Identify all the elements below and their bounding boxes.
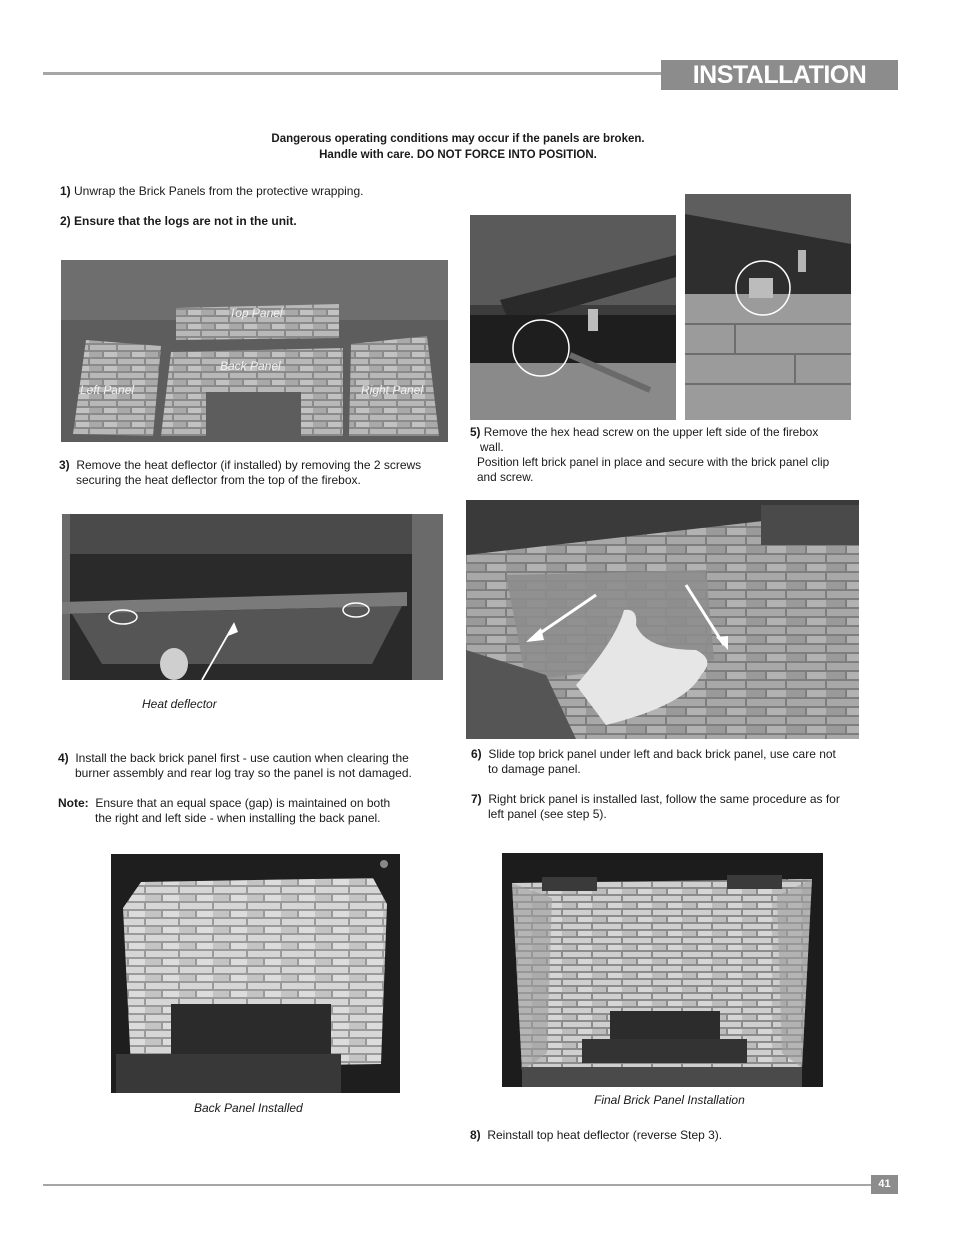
brick-clip-image bbox=[685, 194, 851, 420]
label-right-panel: Right Panel bbox=[361, 383, 424, 397]
step-5-line-3: Position left brick panel in place and secure with the brick panel clip bbox=[477, 455, 830, 469]
step-5-line-1: Remove the hex head screw on the upper left side of the firebox bbox=[483, 425, 819, 439]
note-line-1: Ensure that an equal space (gap) is maintained on both bbox=[95, 796, 391, 810]
step-5-line-2: wall. bbox=[480, 440, 504, 454]
step-7-line-2: left panel (see step 5). bbox=[488, 807, 607, 821]
caption-back-panel-installed: Back Panel Installed bbox=[194, 1101, 303, 1115]
step-5 bbox=[470, 425, 890, 485]
caption-heat-deflector: Heat deflector bbox=[142, 697, 217, 711]
photo-heat-deflector bbox=[62, 514, 443, 680]
label-top-panel: Top Panel bbox=[229, 306, 283, 320]
header-rule bbox=[43, 72, 661, 75]
brick-panels-image bbox=[61, 260, 448, 442]
note bbox=[58, 796, 458, 826]
note-line-2: the right and left side - when installing the back panel. bbox=[95, 811, 381, 825]
step-1-text: Unwrap the Brick Panels from the protective wrapping. bbox=[74, 184, 364, 198]
back-panel-installed-image bbox=[111, 854, 400, 1093]
step-4-line-1: Install the back brick panel first - use caution when clearing the bbox=[75, 751, 409, 765]
photo-brick-clip bbox=[685, 194, 851, 420]
step-6-line-1: Slide top brick panel under left and back brick panel, use care not bbox=[488, 747, 836, 761]
step-5-line-4: and screw. bbox=[477, 470, 534, 484]
step-1 bbox=[60, 184, 460, 199]
page-number: 41 bbox=[871, 1175, 898, 1194]
step-6 bbox=[471, 747, 891, 777]
step-3-line-1: Remove the heat deflector (if installed) by removing the 2 screws bbox=[76, 458, 422, 472]
photo-back-panel-installed bbox=[111, 854, 400, 1093]
section-title: INSTALLATION bbox=[661, 60, 898, 90]
heat-deflector-image bbox=[62, 514, 443, 680]
step-4-line-2: burner assembly and rear log tray so the panel is not damaged. bbox=[75, 766, 412, 780]
step-8-text: Reinstall top heat deflector (reverse Step 3). bbox=[487, 1128, 723, 1142]
step-7-number: 7) bbox=[471, 792, 482, 806]
step-3-line-2: securing the heat deflector from the top of the firebox. bbox=[76, 473, 361, 487]
caption-final-installation: Final Brick Panel Installation bbox=[594, 1093, 745, 1107]
step-3-number: 3) bbox=[59, 458, 70, 472]
step-6-number: 6) bbox=[471, 747, 482, 761]
warning-notice bbox=[160, 132, 756, 163]
label-left-panel: Left Panel bbox=[80, 383, 135, 397]
photo-top-panel-slide bbox=[466, 500, 859, 739]
step-5-number: 5) bbox=[470, 425, 481, 439]
photo-brick-panels bbox=[61, 260, 448, 442]
step-7-line-1: Right brick panel is installed last, follow the same procedure as for bbox=[488, 792, 840, 806]
note-label: Note: bbox=[58, 796, 89, 810]
step-4 bbox=[58, 751, 458, 781]
warning-line-2: Handle with care. DO NOT FORCE INTO POSITION. bbox=[319, 148, 597, 161]
step-6-line-2: to damage panel. bbox=[488, 762, 581, 776]
photo-hex-screw bbox=[470, 215, 676, 420]
top-panel-slide-image bbox=[466, 500, 859, 739]
label-back-panel: Back Panel bbox=[220, 359, 281, 373]
warning-line-1: Dangerous operating conditions may occur if the panels are broken. bbox=[271, 133, 645, 145]
step-8 bbox=[470, 1128, 890, 1143]
step-7 bbox=[471, 792, 891, 822]
step-3 bbox=[59, 458, 459, 488]
step-4-number: 4) bbox=[58, 751, 69, 765]
footer-rule bbox=[43, 1184, 871, 1186]
step-1-number: 1) bbox=[60, 184, 71, 198]
hex-screw-image bbox=[470, 215, 676, 420]
photo-final-installation bbox=[502, 853, 823, 1087]
final-installation-image bbox=[502, 853, 823, 1087]
step-8-number: 8) bbox=[470, 1128, 481, 1142]
step-2: 2) Ensure that the logs are not in the unit. bbox=[60, 214, 297, 228]
